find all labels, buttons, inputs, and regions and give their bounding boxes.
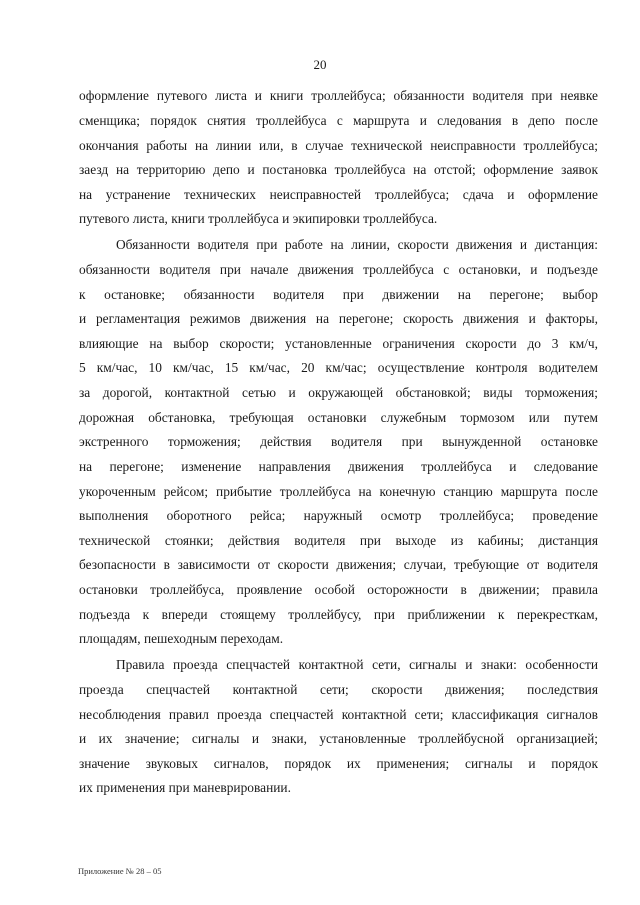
text-line: несоблюдения правил проезда спецчастей контактной сети; классификация сигналов [79,707,598,722]
text-line: к остановке; обязанности водителя при движении на перегоне; выбор [79,287,598,302]
text-line: и их значение; сигналы и знаки, установленные троллейбусной организацией; [79,731,598,746]
text-line: путевого листа, книги троллейбуса и экипировки троллейбуса. [79,211,438,226]
text-line: на устранение технических неисправностей троллейбуса; сдача и оформление [79,187,598,202]
text-line: на перегоне; изменение направления движения троллейбуса и следование [79,459,598,474]
text-line: выполнения оборотного рейса; наружный осмотр троллейбуса; проведение [79,508,598,523]
text-line: 5 км/час, 10 км/час, 15 км/час, 20 км/час; осуществление контроля водителем [79,360,598,375]
text-line: экстренного торможения; действия водителя при вынужденной остановке [79,434,598,449]
page-number: 20 [313,57,327,72]
text-line: значение звуковых сигналов, порядок их применения; сигналы и порядок [79,756,598,771]
text-line: обязанности водителя при начале движения троллейбуса с остановки, и подъезде [79,262,598,277]
text-line: оформление путевого листа и книги троллейбуса; обязанности водителя при неявке [79,88,598,103]
text-line: и регламентация режимов движения на перегоне; скорость движения и факторы, [79,311,598,326]
text-line: остановки троллейбуса, проявление особой осторожности в движении; правила [79,582,598,597]
text-line: влияющие на выбор скорости; установленные ограничения скорости до 3 км/ч, [79,336,598,351]
text-line: их применения при маневрировании. [79,780,291,795]
text-line: проезда спецчастей контактной сети; скорости движения; последствия [79,682,598,697]
text-line: сменщика; порядок снятия троллейбуса с маршрута и следования в депо после [79,113,598,128]
text-line: за дорогой, контактной сетью и окружающей обстановкой; виды торможения; [79,385,598,400]
text-line: дорожная обстановка, требующая остановки служебным тормозом или путем [79,410,598,425]
paragraph-first-line: Правила проезда спецчастей контактной сети, сигналы и знаки: особенности [116,657,598,672]
text-line: технической стоянки; действия водителя при выходе из кабины; дистанция [79,533,598,548]
text-line: окончания работы на линии или, в случае технической неисправности троллейбуса; [79,138,598,153]
text-line: безопасности в зависимости от скорости движения; случаи, требующие от водителя [79,557,598,572]
text-line: площадям, пешеходным переходам. [79,631,284,646]
footer-note: Приложение № 28 – 05 [78,866,162,876]
paragraph-first-line: Обязанности водителя при работе на линии, скорости движения и дистанция: [116,237,598,252]
text-line: заезд на территорию депо и постановка троллейбуса на отстой; оформление заявок [79,162,598,177]
text-line: укороченным рейсом; прибытие троллейбуса на конечную станцию маршрута после [79,484,598,499]
text-line: подъезда к впереди стоящему троллейбусу, при приближении к перекресткам, [79,607,598,622]
